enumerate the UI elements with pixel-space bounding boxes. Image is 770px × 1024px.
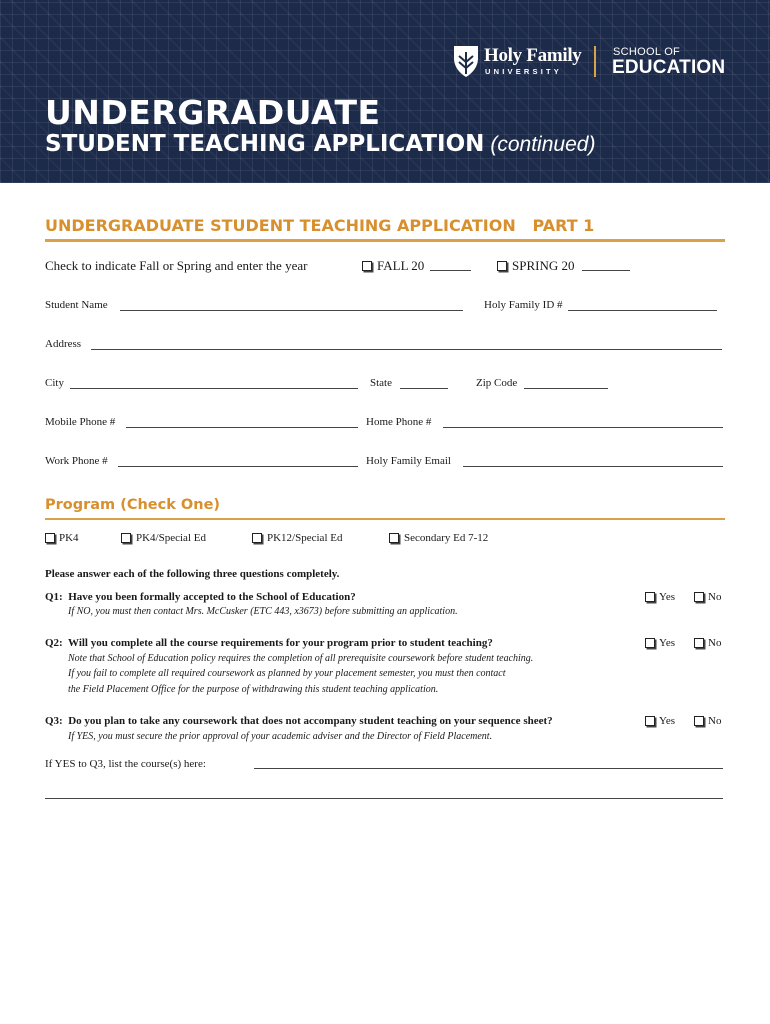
part1-heading: UNDERGRADUATE STUDENT TEACHING APPLICATION PART 1 (45, 216, 595, 235)
hfu-id-field[interactable] (568, 310, 717, 311)
subtitle-continued: (continued) (490, 133, 596, 156)
program-option-secondary-ed: Secondary Ed 7-12 (404, 532, 489, 544)
university-logo (452, 44, 732, 80)
zip-label: Zip Code (476, 377, 518, 389)
program-checkbox-pk4-special-ed[interactable] (121, 533, 131, 543)
home-phone-label: Home Phone # (366, 416, 432, 428)
q2-yes-checkbox[interactable] (645, 638, 655, 648)
logo-divider (594, 46, 596, 77)
program-option-pk12-special-ed: PK12/Special Ed (267, 532, 343, 544)
work-phone-field[interactable] (118, 466, 358, 467)
spring-year-field[interactable] (582, 270, 630, 271)
q3-yes-label: Yes (659, 715, 676, 727)
q2-no-label: No (708, 637, 722, 649)
q1-yes-label: Yes (659, 591, 676, 603)
q3-course-list-field-2[interactable] (45, 798, 723, 799)
email-field[interactable] (463, 466, 723, 467)
hfu-id-label: Holy Family ID # (484, 299, 563, 311)
address-field[interactable] (91, 349, 722, 350)
questions-intro: Please answer each of the following three questions completely. (45, 568, 340, 580)
q2-yes-label: Yes (659, 637, 676, 649)
q3-note: If YES, you must secure the prior approval of your academic adviser and the Director of Field Placement. (68, 731, 493, 742)
student-name-field[interactable] (120, 310, 463, 311)
semester-prompt: Check to indicate Fall or Spring and enter the year (45, 258, 308, 273)
school-name: EDUCATION (612, 57, 726, 78)
state-label: State (370, 377, 392, 389)
program-checkbox-pk12-special-ed[interactable] (252, 533, 262, 543)
fall-label: FALL 20 (377, 258, 425, 273)
city-label: City (45, 377, 64, 389)
university-subtitle: UNIVERSITY (485, 67, 563, 76)
home-phone-field[interactable] (443, 427, 723, 428)
q2-no-checkbox[interactable] (694, 638, 704, 648)
q3-no-checkbox[interactable] (694, 716, 704, 726)
q3-course-list-label: If YES to Q3, list the course(s) here: (45, 758, 206, 770)
work-phone-label: Work Phone # (45, 455, 108, 467)
address-label: Address (45, 338, 82, 350)
q3-yes-checkbox[interactable] (645, 716, 655, 726)
mobile-phone-label: Mobile Phone # (45, 416, 116, 428)
zip-field[interactable] (524, 388, 608, 389)
page-title: UNDERGRADUATE (45, 93, 381, 132)
fall-year-field[interactable] (430, 270, 471, 271)
fall-checkbox[interactable] (362, 261, 372, 271)
state-field[interactable] (400, 388, 448, 389)
spring-label: SPRING 20 (512, 258, 575, 273)
subtitle-main: STUDENT TEACHING APPLICATION (45, 131, 485, 157)
program-checkbox-secondary-ed[interactable] (389, 533, 399, 543)
program-heading: Program (Check One) (45, 497, 221, 513)
program-option-pk4: PK4 (59, 532, 79, 544)
q1-note: If NO, you must then contact Mrs. McCusker (ETC 443, x3673) before submitting an application. (68, 606, 458, 617)
school-of-label: SCHOOL OF (613, 46, 681, 58)
program-rule (45, 518, 725, 520)
q2-label: Q2: Will you complete all the course requirements for your program prior to student teaching? (45, 637, 493, 649)
q3-label: Q3: Do you plan to take any coursework that does not accompany student teaching on your sequence sheet? (45, 715, 553, 727)
student-name-label: Student Name (45, 299, 108, 311)
program-checkbox-pk4[interactable] (45, 533, 55, 543)
q2-note-1: Note that School of Education policy requires the completion of all prerequisite coursework before student teaching. (68, 653, 534, 664)
q3-course-list-field[interactable] (254, 768, 723, 769)
program-option-pk4-special-ed: PK4/Special Ed (136, 532, 206, 544)
city-field[interactable] (70, 388, 358, 389)
mobile-phone-field[interactable] (126, 427, 358, 428)
q2-note-3: the Field Placement Office for the purpose of withdrawing this student teaching application. (68, 684, 439, 695)
part1-rule (45, 239, 725, 242)
email-label: Holy Family Email (366, 455, 451, 467)
header-banner (0, 0, 770, 183)
university-name: Holy Family (484, 45, 582, 66)
q3-no-label: No (708, 715, 722, 727)
spring-checkbox[interactable] (497, 261, 507, 271)
shield-icon (452, 44, 480, 78)
q1-label: Q1: Have you been formally accepted to the School of Education? (45, 591, 356, 603)
q1-no-label: No (708, 591, 722, 603)
q2-note-2: If you fail to complete all required coursework as planned by your placement semester, you must then contact (68, 668, 506, 679)
q1-yes-checkbox[interactable] (645, 592, 655, 602)
page-subtitle (45, 131, 595, 157)
q1-no-checkbox[interactable] (694, 592, 704, 602)
